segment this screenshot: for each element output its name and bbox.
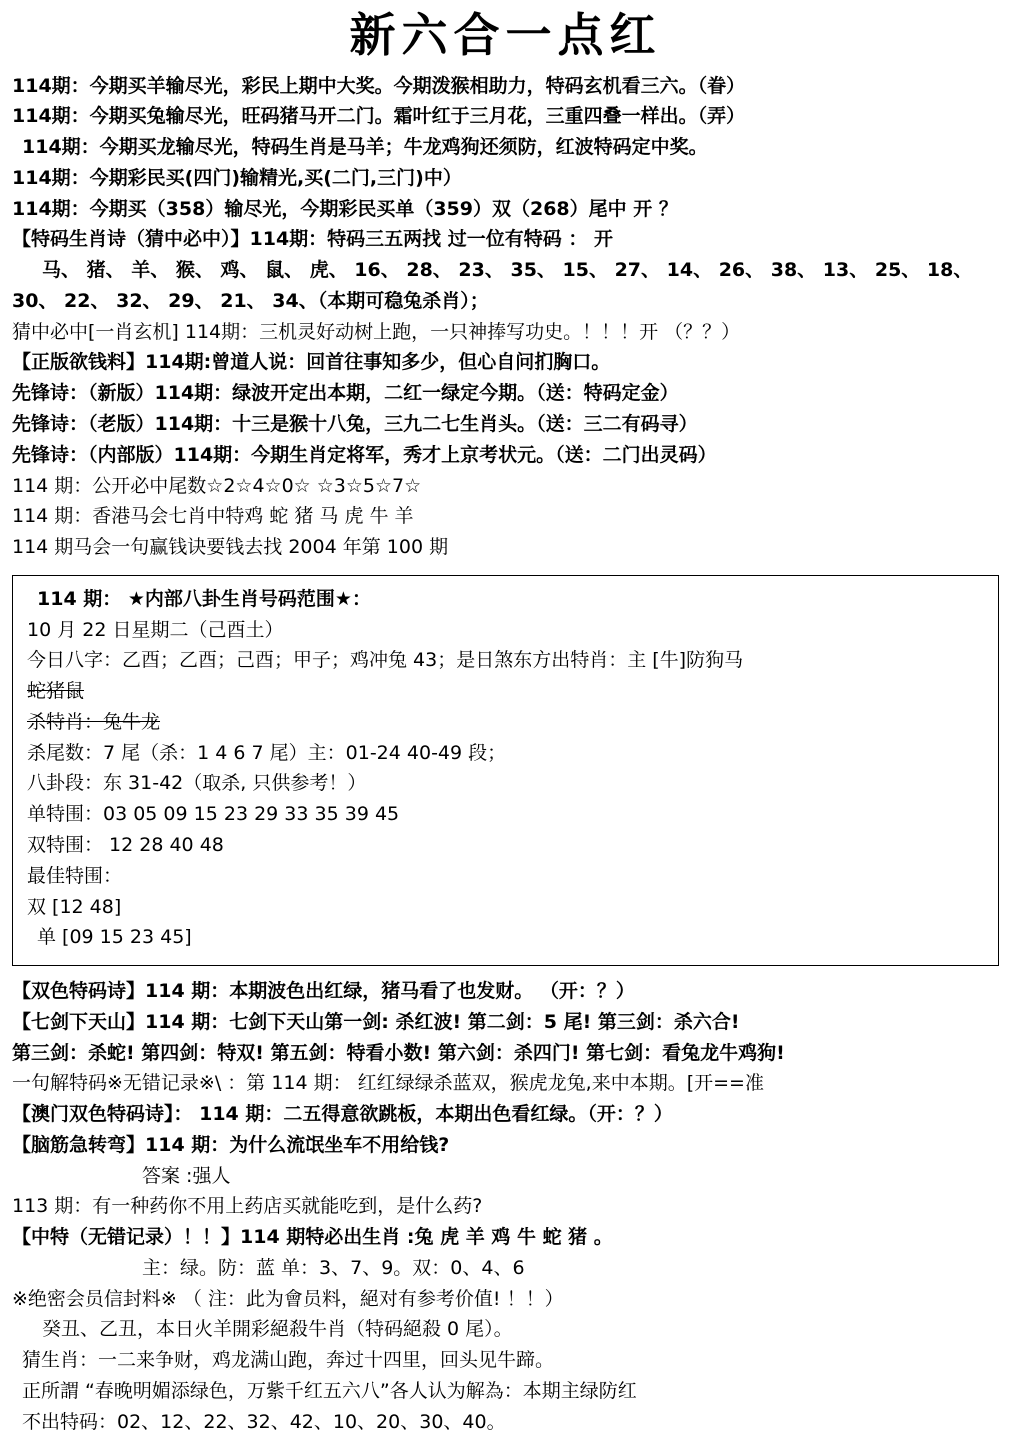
text-line: 114期：今期彩民买(四门)输精光,买(二门,三门)中） [12, 166, 462, 189]
text-line: 114 期：公开必中尾数☆2☆4☆0☆ ☆3☆5☆7☆ [12, 474, 422, 497]
text-line: 癸丑、乙丑，本日火羊開彩絕殺牛肖（特码絕殺 0 尾）。 [42, 1318, 513, 1341]
text-line: 一句解特码※无错记录※\ ：第 114 期： 红红绿绿杀蓝双，猴虎龙兔,来中本期。[开==准 [12, 1072, 764, 1095]
text-line: 【澳门双色特码诗】： 114 期：二五得意欲跳板，本期出色看红绿。（开：？） [12, 1103, 673, 1126]
text-line: 【双色特码诗】114 期：本期波色出红绿，猪马看了也发财。 （开：？） [12, 980, 635, 1003]
text-line: 正所謂 “春晚明媚添绿色，万紫千红五六八”各人认为解為：本期主绿防红 [22, 1379, 637, 1402]
text-line: 30、 22、 32、 29、 21、 34、（本期可稳兔杀肖）； [12, 289, 489, 312]
text-line: 114期：今期买兔输尽光，旺码猪马开二门。霜叶红于三月花，三重四叠一样出。（弄） [12, 105, 746, 128]
text-line: 马、 猪、 羊、 猴、 鸡、 鼠、 虎、 16、 28、 23、 35、 15、 27、 14、 26、 38、 13、 25、 18、 [42, 259, 973, 282]
text-line: 114 期：香港马会七肖中特鸡 蛇 猪 马 虎 牛 羊 [12, 505, 414, 528]
text-line: 【特码生肖诗（猜中必中）】114期：特码三五两找 过一位有特码 ： 开 [12, 228, 614, 251]
text-line: ※绝密会员信封料※ （ 注：此为會员料，絕对有参考价值! ！！） [12, 1287, 564, 1310]
text-line: 不出特码：02、12、22、32、42、10、20、30、40。 [22, 1410, 506, 1433]
page-title: 新六合一点红 [349, 8, 662, 62]
inner-forecast-box [12, 575, 999, 966]
text-line: 【脑筋急转弯】114 期：为什么流氓坐车不用给钱? [12, 1133, 450, 1156]
box-line: 单 [09 15 23 45] [37, 926, 192, 949]
text-line: 猜中必中[一肖玄机] 114期：三机灵好动树上跑，一只神捧写功史。！！！开 （？？） [12, 320, 741, 343]
text-line: 猜生肖：一二来争财，鸡龙满山跑，奔过十四里，回头见牛蹄。 [22, 1349, 555, 1372]
text-line: 先锋诗：（老版）114期：十三是猴十八兔，三九二七生肖头。（送：三二有码寻） [12, 413, 698, 436]
box-line: 今日八字：乙酉；乙酉；己酉；甲子；鸡冲兔 43；是日煞东方出特肖：主 [牛]防狗马 [27, 649, 744, 672]
text-line: 主：绿。防：蓝 单：3、7、9。双：0、4、6 [142, 1256, 525, 1279]
text-line: 【中特（无错记录）！！】114 期特必出生肖 :兔 虎 羊 鸡 牛 蛇 猪 。 [12, 1226, 613, 1249]
text-line: 先锋诗：（内部版）114期：今期生肖定将军，秀才上京考状元。（送：二门出灵码） [12, 443, 717, 466]
text-line: 答案 :强人 [142, 1164, 231, 1187]
text-line: 114期：今期买龙输尽光，特码生肖是马羊；牛龙鸡狗还须防，红波特码定中奖。 [22, 136, 708, 159]
box-line: 10 月 22 日星期二（己酉土） [27, 618, 284, 641]
text-line: 【七剑下天山】114 期：七剑下天山第一剑: 杀红波! 第二剑：5 尾! 第三剑：杀六合! [12, 1010, 740, 1033]
bottom-section [12, 976, 999, 1437]
box-line: 114 期： ★内部八卦生肖号码范围★： [37, 587, 371, 610]
box-line: 八卦段：东 31-42（取杀, 只供参考！） [27, 772, 367, 795]
box-line: 单特围：03 05 09 15 23 29 33 35 39 45 [27, 803, 400, 826]
text-line: 114 期马会一句赢钱诀要钱去找 2004 年第 100 期 [12, 536, 449, 559]
text-line: 113 期：有一种药你不用上药店买就能吃到，是什么药? [12, 1195, 483, 1218]
box-line: 双 [12 48] [27, 895, 122, 918]
box-line: 蛇猪鼠 [27, 680, 85, 703]
box-line: 杀尾数：7 尾（杀：1 4 6 7 尾）主：01-24 40-49 段； [27, 741, 507, 764]
box-line: 双特围： 12 28 40 48 [27, 833, 224, 856]
text-line: 先锋诗：（新版）114期：绿波开定出本期，二红一绿定今期。（送：特码定金） [12, 382, 679, 405]
text-line: 第三剑：杀蛇! 第四剑：特双! 第五剑：特看小数! 第六剑：杀四门! 第七剑：看兔龙牛鸡狗! [12, 1041, 785, 1064]
box-line: 最佳特围： [27, 864, 123, 887]
box-line: 杀特肖：兔牛龙 [27, 710, 161, 733]
text-line: 114期：今期买羊输尽光，彩民上期中大奖。今期泼猴相助力，特码玄机看三六。（眷） [12, 74, 746, 97]
text-line: 【正版欲钱料】114期:曾道人说：回首往事知多少，但心自问扪胸口。 [12, 351, 611, 374]
text-line: 114期：今期买（358）输尽光，今期彩民买单（359）双（268）尾中 开 ？ [12, 197, 678, 220]
top-section [12, 71, 999, 563]
